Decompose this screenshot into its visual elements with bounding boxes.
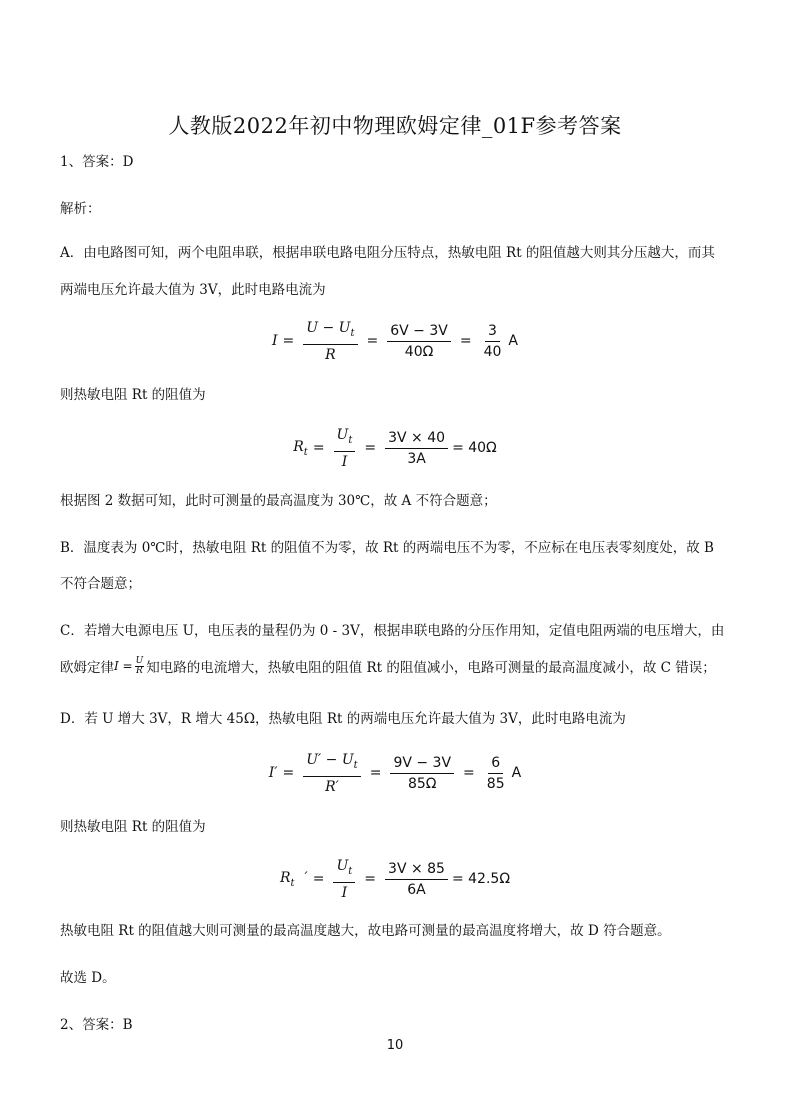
eq2-frac-1 — [334, 427, 356, 470]
eq2-lhs-sub: t — [303, 446, 308, 458]
eq3-den2: 85Ω — [407, 775, 437, 792]
c-text-2-eq-num: U — [135, 655, 144, 666]
eq4-num1-sub: t — [348, 865, 353, 877]
eq2-frac-2 — [385, 430, 448, 467]
eq3-lhs: I′ — [268, 765, 278, 782]
eq4-num2: 3V × 85 — [385, 861, 448, 880]
option-a-text-1: A．由电路图可知，两个电阻串联，根据串联电路电阻分压特点，热敏电阻 Rt 的阻值越大则其分压越大，而其 — [60, 245, 715, 261]
rt-text-2: 则热敏电阻 Rt 的阻值为 — [60, 819, 206, 835]
option-a-text-2: 两端电压允许最大值为 3V，此时电路电流为 — [60, 282, 326, 298]
eq2-lhs: $R_t$ — [293, 439, 308, 458]
eq4-num1: U — [336, 858, 349, 874]
c-text-2-pre: 欧姆定律 — [60, 660, 114, 676]
eq4-lhs-prime: ′ — [304, 870, 308, 886]
c-text-2-eq-lhs: I = — [114, 659, 133, 673]
page-number: 10 — [386, 1038, 404, 1053]
option-b-text-1: B．温度表为 0℃时，热敏电阻 Rt 的阻值不为零，故 Rt 的两端电压不为零，不应标在电压表零刻度处，故 B — [60, 540, 714, 556]
eq1-frac-3 — [481, 323, 505, 360]
eq2-den2: 3A — [407, 450, 426, 467]
eq3-frac-1 — [303, 752, 360, 795]
q1-answer: 1、答案：D — [60, 154, 134, 170]
option-d-text-1: D．若 U 增大 3V，R 增大 45Ω，热敏电阻 Rt 的两端电压允许最大值为 3V，此时电路电流为 — [60, 711, 626, 727]
eq2-result: = 40Ω — [452, 440, 497, 457]
eq1-num1-sub: t — [350, 327, 355, 339]
equation-resistance-a: $R_t$ = $\frac{U_t}{I}$ = $\frac{3V \times 40}{3A}$ = 40Ω — [293, 427, 497, 470]
equation-resistance-d: $R_t$ ′ = $\frac{U_t}{I}$ = $\frac{3V \times 85}{6A}$ = 42.5Ω — [279, 858, 511, 901]
analysis-label: 解析： — [60, 201, 101, 217]
eq2-num1-sub: t — [348, 434, 353, 446]
eq3-unit: A — [511, 765, 522, 782]
option-c-text-2 — [60, 656, 716, 676]
equation-current-a: I = $\frac{U - U_t}{R}$ = $\frac{6V - 3V}{40\Omega}$ = $\frac{3}{40}$ A — [271, 320, 518, 363]
page-title: 人教版2022年初中物理欧姆定律_01F参考答案 — [168, 114, 622, 138]
eq3-frac-2 — [390, 755, 454, 792]
eq3-num1-sub: t — [353, 759, 358, 771]
eq3-num1: U′ − U — [306, 752, 354, 768]
option-d-text-2: 热敏电阻 Rt 的阻值越大则可测量的最高温度越大，故电路可测量的最高温度将增大，故 D 符合题意。 — [60, 923, 671, 939]
q2-answer: 2、答案：B — [60, 1017, 133, 1033]
eq1-num3: 3 — [485, 323, 500, 342]
equation-current-d: I′ = $\frac{U' - U_t}{R'}$ = $\frac{9V - 3V}{85\Omega}$ = $\frac{6}{85}$ A — [268, 752, 522, 795]
eq4-frac-2 — [385, 861, 448, 898]
eq4-den2: 6A — [407, 881, 426, 898]
eq1-num1: U − U — [306, 320, 351, 336]
option-c-text-1: C．若增大电源电压 U，电压表的量程仍为 0 - 3V，根据串联电路的分压作用知，定值电阻两端的电压增大，由 — [60, 623, 725, 639]
c-text-2-eq-frac — [135, 657, 145, 676]
eq1-num2: 6V − 3V — [387, 323, 451, 342]
eq3-num2: 9V − 3V — [390, 755, 454, 774]
eq4-den1: I — [341, 884, 348, 901]
eq4-frac-1 — [333, 858, 355, 901]
choose-answer: 故选 D。 — [60, 970, 116, 986]
eq1-unit: A — [508, 333, 518, 350]
eq1-frac-2 — [387, 323, 451, 360]
eq3-num3: 6 — [488, 755, 503, 774]
eq3-den3: 85 — [486, 775, 505, 792]
eq3-frac-3 — [484, 755, 508, 792]
c-text-2-eq-den: R — [136, 665, 143, 676]
eq2-num1: U — [336, 427, 349, 443]
eq3-den1: R′ — [325, 778, 339, 795]
eq4-lhs-sub: t — [290, 877, 295, 889]
eq4-result: = 42.5Ω — [451, 871, 511, 888]
c-text-2-post: 知电路的电流增大，热敏电阻的阻值 Rt 的阻值减小，电路可测量的最高温度减小，故 C 错误； — [146, 660, 716, 676]
eq2-num2: 3V × 40 — [385, 430, 448, 449]
eq1-den1: R — [325, 346, 336, 363]
eq1-lhs: I — [271, 333, 278, 350]
option-b-text-2: 不符合题意； — [60, 576, 141, 592]
eq2-den1: I — [341, 453, 348, 470]
eq1-frac-1 — [303, 320, 357, 363]
option-a-text-3: 根据图 2 数据可知，此时可测量的最高温度为 30℃，故 A 不符合题意； — [60, 493, 497, 509]
rt-text-1: 则热敏电阻 Rt 的阻值为 — [60, 387, 206, 403]
eq1-den3: 40 — [483, 343, 502, 360]
eq1-den2: 40Ω — [404, 343, 434, 360]
eq4-lhs: $R_t$ ′ — [279, 870, 308, 889]
